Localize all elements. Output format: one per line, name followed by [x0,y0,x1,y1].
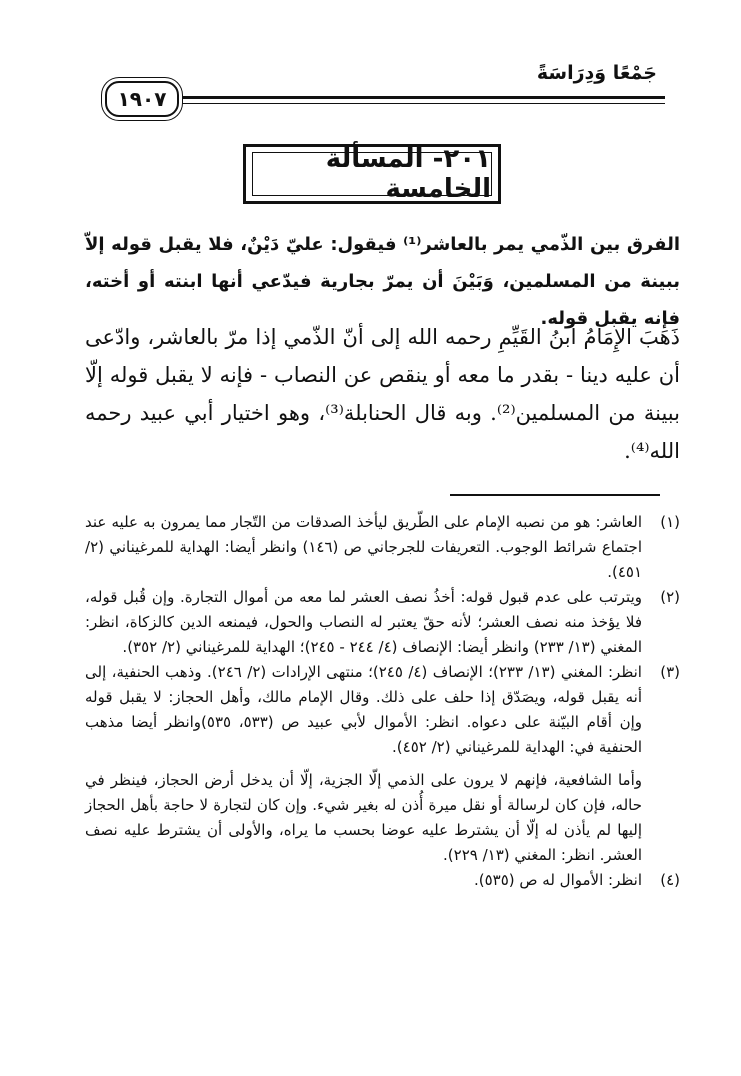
footnote-text: انظر: الأموال له ص (٥٣٥). [473,871,642,889]
footnote-divider [450,494,660,496]
footnote-continuation: وأما الشافعية، فإنهم لا يرون على الذمي إلّا الجزية، إلّا أن يدخل أرض الحجاز، فينظر في حاله، فإن كان لرسالة أو نقل ميرة أُذن له بغير شيء. وإن كان لتجارة لا حاجة بأهل الحجاز إليها لم يأذن له إلّا أن يشترط عليه عوضا بحسب ما يراه، والأولى أن يشترط عليه نصف العشر. انظر: المغني (١٣/ ٢٢٩). [85,771,642,864]
footnote-text: العاشر: هو من نصبه الإمام على الطّريق ليأخذ الصدقات من التّجار مما يمرون به عليه عند اجتماع شرائط الوجوب. التعريفات للجرجاني ص (١٤٦) وانظر أيضا: الهداية للمرغيناني (٢/ ٤٥١). [85,513,642,581]
running-title: جَمْعًا وَدِرَاسَةً [536,62,657,84]
footnote-number: (٣) [660,663,680,681]
body-paragraph: ذَهَبَ الإِمَامُ ابنُ القَيِّمِ رحمه الله إلى أنّ الذّمي إذا مرّ بالعاشر، وادّعى أن عليه دينا - بقدر ما معه أو ينقص عن النصاب - فإنه لا يقبل قوله إلّا ببينة من المسلمين⁽²⁾. وبه قال الحنابلة⁽³⁾، وهو اختيار أبي عبيد رحمه الله⁽⁴⁾. [85,325,680,463]
footnote-text: ويترتب على عدم قبول قوله: أخذُ نصف العشر لما معه من أموال التجارة. وإن قُبل قوله، فلا يؤخذ منه نصف العشر؛ لأنه حقّ يعتبر له النصاب والحول، فيمنعه الدين كالزكاة، انظر: المغني (١٣/ ٢٣٣) وانظر أيضا: الإنصاف (٤/ ٢٤٤ - ٢٤٥)؛ الهداية للمرغيناني (٢/ ٣٥٢). [85,588,642,656]
footnote-number: (٤) [660,871,680,889]
footnote-text: انظر: المغني (١٣/ ٢٣٣)؛ الإنصاف (٤/ ٢٤٥)؛ منتهى الإرادات (٢/ ٢٤٦). وذهب الحنفية، إلى أنه يقبل قوله، ويصَدّق إذا حلف على ذلك. وقال الإمام مالك، وأهل الحجاز: لا يقبل قوله وإن أقام البيّنة على دعواه. انظر: الأموال لأبي عبيد ص (٥٣٣، ٥٣٥)وانظر أيضا مذهب الحنفية في: الهداية للمرغيناني (٢/ ٤٥٢). [85,663,642,756]
page-number: ١٩٠٧ [105,81,179,117]
footnote-number: (١) [660,513,680,531]
footnote [85,660,680,868]
section-title: ٢٠١- المسألة الخامسة [252,152,492,196]
header-rule-thin [173,103,665,104]
footnote [85,510,680,585]
header-rule [173,96,665,99]
footnote-number: (٢) [660,588,680,606]
question-text: الفرق بين الذّمي يمر بالعاشر⁽¹⁾ فيقول: عليّ دَيْنٌ، فلا يقبل قوله إلاّ ببينة من المسلمين، وَبَيْنَ أن يمرّ بجارية فيدّعي أنها ابنته أو أخته، فإنه يقبل قوله. [85,234,681,329]
footnote [85,868,680,893]
footnote [85,585,680,660]
section-title-frame [243,144,501,204]
page-header [95,56,665,116]
footnotes [85,510,680,893]
